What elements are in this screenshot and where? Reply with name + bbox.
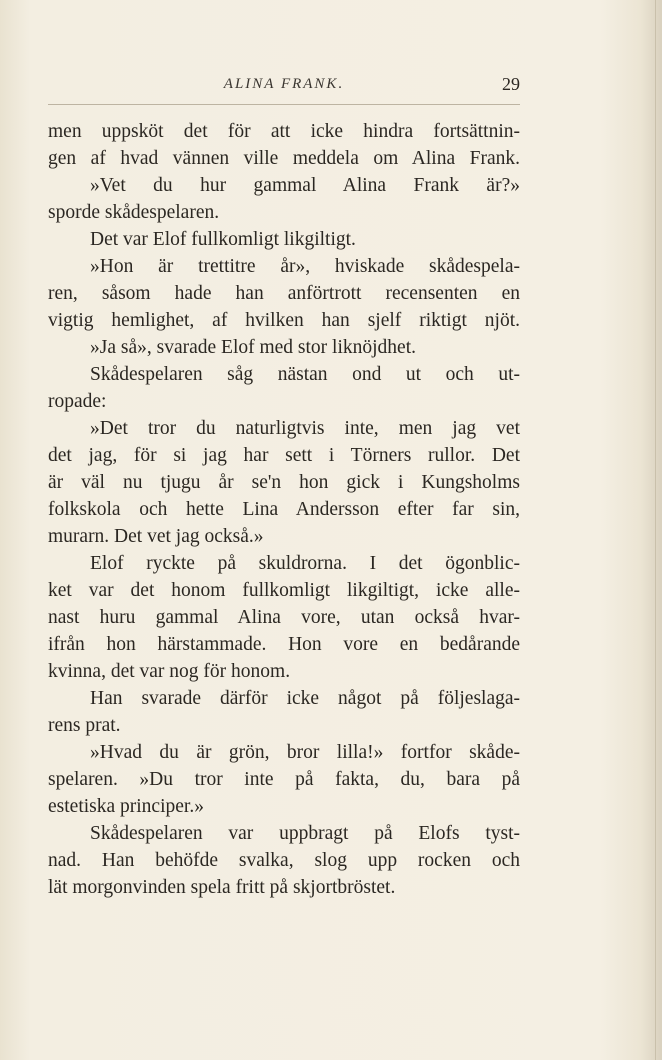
text-line: Skådespelaren var uppbragt på Elofs tyst-: [90, 823, 520, 844]
running-header: [48, 76, 520, 104]
text-line: murarn. Det vet jag också.»: [48, 526, 264, 547]
text-line: ket var det honom fullkomligt likgiltigt, icke alle-: [48, 580, 520, 601]
running-title: ALINA FRANK.: [223, 76, 345, 92]
text-line: ifrån hon härstammade. Hon vore en bedårande: [48, 634, 520, 655]
text-line: »Vet du hur gammal Alina Frank är?»: [90, 175, 520, 196]
text-line: Skådespelaren såg nästan ond ut och ut-: [90, 364, 520, 385]
text-line: estetiska principer.»: [48, 796, 204, 817]
text-line: nast huru gammal Alina vore, utan också hvar-: [48, 607, 520, 628]
text-line: »Ja så», svarade Elof med stor liknöjdhet.: [90, 337, 417, 358]
text-line: Det var Elof fullkomligt likgiltigt.: [90, 229, 356, 250]
text-line: ropade:: [48, 391, 107, 412]
text-line: lät morgonvinden spela fritt på skjortbröstet.: [48, 877, 396, 898]
page-edge: [655, 0, 656, 1060]
text-line: spelaren. »Du tror inte på fakta, du, bara på: [48, 769, 520, 790]
text-line: »Hon är trettitre år», hviskade skådespela-: [90, 256, 520, 277]
body-text: [48, 118, 520, 901]
text-line: ren, såsom hade han anförtrott recensenten en: [48, 283, 520, 304]
text-line: det jag, för si jag har sett i Törners rullor. Det: [48, 445, 520, 466]
text-line: Elof ryckte på skuldrorna. I det ögonblic-: [90, 553, 520, 574]
text-line: kvinna, det var nog för honom.: [48, 661, 291, 682]
text-line: gen af hvad vännen ville meddela om Alina Frank.: [48, 148, 520, 169]
text-line: nad. Han behöfde svalka, slog upp rocken och: [48, 850, 520, 871]
text-line: folkskola och hette Lina Andersson efter far sin,: [48, 499, 520, 520]
text-line: »Det tror du naturligtvis inte, men jag vet: [90, 418, 520, 439]
text-line: rens prat.: [48, 715, 121, 736]
text-line: vigtig hemlighet, af hvilken han sjelf riktigt njöt.: [48, 310, 520, 331]
text-line: sporde skådespelaren.: [48, 202, 220, 223]
text-line: »Hvad du är grön, bror lilla!» fortfor skåde-: [90, 742, 520, 763]
header-rule: [48, 104, 520, 105]
text-line: Han svarade därför icke något på följeslaga-: [90, 688, 520, 709]
text-line: är väl nu tjugu år se'n hon gick i Kungsholms: [48, 472, 520, 493]
page-number: 29: [502, 74, 520, 94]
text-line: men uppsköt det för att icke hindra fortsättnin-: [48, 121, 520, 142]
